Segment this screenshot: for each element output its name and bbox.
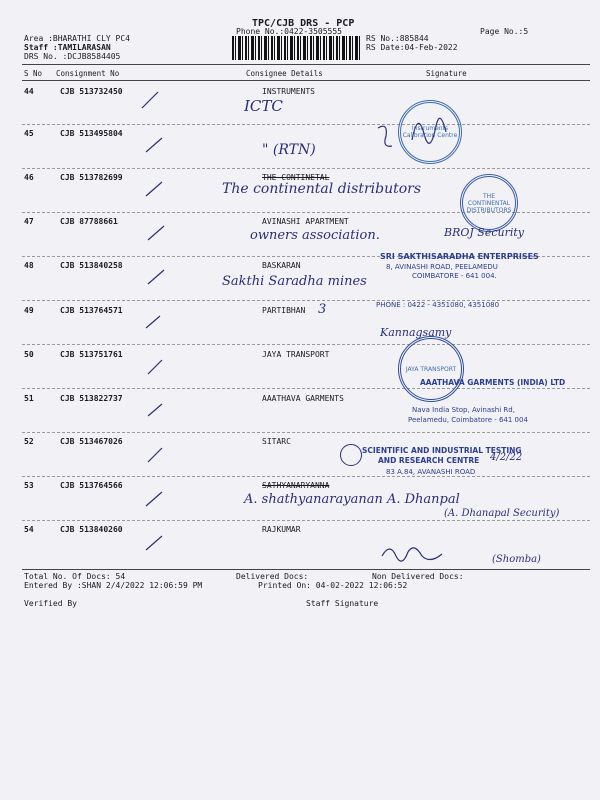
row-consignment: CJB 513782699 — [60, 173, 123, 182]
row-consignment: CJB 513840258 — [60, 261, 123, 270]
kanna-handnote: Kannagsamy — [380, 326, 452, 339]
col-consignee: Consignee Details — [246, 69, 323, 78]
signer-name-handnote: (Shomba) — [492, 554, 541, 565]
jaya-transport-stamp: JAYA TRANSPORT — [398, 336, 464, 402]
row-sno: 46 — [24, 173, 34, 182]
row-sno: 54 — [24, 525, 34, 534]
row-consignee: SITARC — [262, 437, 291, 446]
entered-by: Entered By :SHAN 2/4/2022 12:06:59 PM — [24, 581, 203, 590]
non-delivered-docs: Non Delivered Docs: — [372, 572, 464, 581]
page-number: Page No.:5 — [480, 27, 529, 36]
verified-by: Verified By — [24, 599, 77, 608]
row-consignment: CJB 513732450 — [60, 87, 123, 96]
footer-rule — [22, 569, 590, 570]
tick-mark — [146, 536, 162, 550]
staff-signature: Staff Signature — [306, 599, 379, 608]
row-sno: 45 — [24, 129, 34, 138]
security-handnote: BROJ Security — [444, 226, 524, 239]
sitarc-circle — [340, 444, 362, 466]
aaathava-stamp-address2: Peelamedu, Coimbatore - 641 004 — [408, 416, 528, 424]
row-consignee: BASKARAN — [262, 261, 301, 270]
row-hand-note: Sakthi Saradha mines — [222, 274, 367, 289]
col-sno: S No — [24, 69, 43, 78]
tick-mark — [146, 182, 162, 196]
row-consignment: CJB 513751761 — [60, 350, 123, 359]
sarthi-stamp-name: SRI SAKTHISARADHA ENTERPRISES — [380, 252, 539, 261]
row-consignment: CJB 513764566 — [60, 481, 123, 490]
row-consignee: INSTRUMENTS — [262, 87, 315, 96]
delivered-docs: Delivered Docs: — [236, 572, 309, 581]
row-sno: 52 — [24, 437, 34, 446]
signature-scribble — [378, 126, 392, 146]
tick-mark — [146, 492, 162, 506]
row-sno: 44 — [24, 87, 34, 96]
printed-on: Printed On: 04-02-2022 12:06:52 — [258, 581, 408, 590]
row-sno: 51 — [24, 394, 34, 403]
sarthi-stamp-address: 8, AVINASHI ROAD, PEELAMEDU — [386, 263, 498, 271]
sitarc-stamp-name: SCIENTIFIC AND INDUSTRIAL TESTING — [362, 446, 522, 455]
row-hand-note: owners association. — [250, 228, 380, 243]
doc-title: TPC/CJB DRS - PCP — [252, 18, 355, 29]
row-consignment: CJB 513764571 — [60, 306, 123, 315]
aaathava-stamp-name: AAATHAVA GARMENTS (INDIA) LTD — [420, 378, 566, 387]
row-consignment: CJB 513822737 — [60, 394, 123, 403]
date-handnote: 4/2/22 — [490, 452, 523, 463]
row-consignee: JAYA TRANSPORT — [262, 350, 330, 359]
row-sno: 49 — [24, 306, 34, 315]
drs-number: DRS No. :DCJB8584405 — [24, 52, 121, 61]
row-sno: 50 — [24, 350, 34, 359]
col-signature: Signature — [426, 69, 467, 78]
tick-mark — [148, 448, 162, 462]
unit-security-handnote: (A. Dhanapal Security) — [444, 508, 560, 519]
phone-number: Phone No.:0422-3505555 — [236, 27, 342, 36]
row-consignee: THE CONTINETAL — [262, 173, 330, 182]
tick-mark — [146, 138, 162, 152]
sitarc-stamp-name2: AND RESEARCH CENTRE — [378, 456, 480, 465]
row-hand-note: " (RTN) — [262, 142, 316, 158]
tick-mark — [142, 92, 158, 108]
col-consignment: Consignment No — [56, 69, 120, 78]
tick-mark — [148, 270, 164, 284]
signature-scribble — [382, 548, 442, 561]
row-hand-note: The continental distributors — [222, 181, 422, 197]
sarthi-stamp-city: COIMBATORE - 641 004. — [412, 272, 497, 280]
row-consignee: AAATHAVA GARMENTS — [262, 394, 344, 403]
tick-mark — [148, 360, 162, 374]
aaathava-stamp-address1: Nava India Stop, Avinashi Rd, — [412, 406, 515, 414]
row-consignee: SATHYANARYANNA — [262, 481, 330, 490]
row-consignee: RAJKUMAR — [262, 525, 301, 534]
row-sno: 53 — [24, 481, 34, 490]
row-sno: 48 — [24, 261, 34, 270]
row-consignment: CJB 513840260 — [60, 525, 123, 534]
sitarc-stamp-address: 83 A.84, AVANASHI ROAD — [386, 468, 476, 476]
row-hand-note: ICTC — [244, 97, 283, 115]
row-sno: 47 — [24, 217, 34, 226]
sarthi-stamp-phone: PHONE : 0422 - 4351080, 4351080 — [376, 301, 500, 309]
row-consignee: AVINASHI APARTMENT — [262, 217, 349, 226]
ictc-stamp: Instruments Calibration Centre — [398, 100, 462, 164]
row-consignee: PARTIBHAN — [262, 306, 306, 315]
row-consignment: CJB 87788661 — [60, 217, 118, 226]
row-hand-note: A. shathyanarayanan A. Dhanpal — [244, 492, 460, 507]
total-docs: Total No. Of Docs: 54 — [24, 572, 126, 581]
area-label: Area :BHARATHI CLY PC4 — [24, 34, 130, 43]
rs-date: RS Date:04-Feb-2022 — [366, 43, 458, 52]
tick-mark — [146, 316, 160, 328]
row-consignment: CJB 513495804 — [60, 129, 123, 138]
tick-mark — [148, 226, 164, 240]
staff-label: Staff :TAMILARASAN — [24, 43, 111, 52]
rs-number: RS No.:885844 — [366, 34, 429, 43]
row-hand-note: 3 — [318, 302, 327, 317]
tick-mark — [148, 404, 162, 416]
continental-stamp: THE CONTINENTAL DISTRIBUTORS — [460, 174, 518, 232]
row-consignment: CJB 513467026 — [60, 437, 123, 446]
